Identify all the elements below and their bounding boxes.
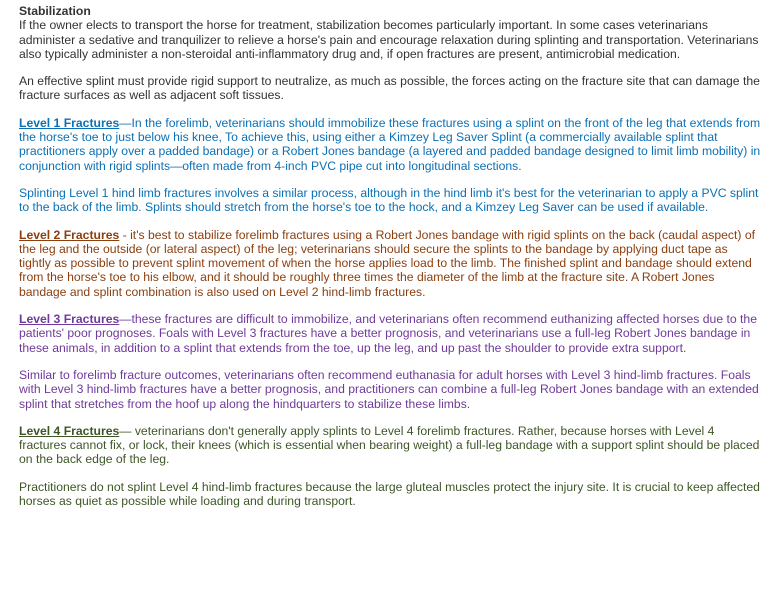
level1-forelimb-paragraph bbox=[19, 116, 761, 173]
level1-hindlimb-paragraph: Splinting Level 1 hind limb fractures involves a similar process, although in the hind limb it's best for the veterinarian to apply a PVC splint to the back of the limb. Splints should stretch from the horse's toe to the hock, and a Kimzey Leg Saver can be used if available. bbox=[19, 185, 759, 215]
level3-hindlimb-paragraph: Similar to forelimb fracture outcomes, veterinarians often recommend euthanasia for adult horses with Level 3 hind-limb fractures. Foals with Level 3 hind-limb fractures have a better prognosis, and practitioners can combine a full-leg Robert Jones bandage with an extended splint that stretches from the hoof up along the hindquarters to stabilize these limbs. bbox=[19, 367, 759, 411]
level3-forelimb-paragraph bbox=[19, 312, 761, 355]
level2-label: Level 2 Fractures bbox=[19, 227, 120, 242]
level4-forelimb-text: — veterinarians don't generally apply splints to Level 4 forelimb fractures. Rather, because horses with Level 4 fractures cannot fix, or lock, their knees (which is essential when bearing weight) a full-leg bandage with a support splint should be placed on the back edge of the leg. bbox=[19, 423, 760, 467]
level4-label: Level 4 Fractures bbox=[19, 423, 120, 438]
level2-text: - it's best to stabilize forelimb fractures using a Robert Jones bandage with rigid splints on the back (caudal aspect) of the leg and the outside (or lateral aspect) of the leg; veterinarians should secure the splints to the bandage by applying duct tape as tightly as possible to prevent splint movement of when the horse applies load to the limb. The finished splint and bandage should extend from the horse's toe to his elbow, and it should be roughly three times the diameter of the limb at the fracture site. A Robert Jones bandage and splint combination is also used on Level 2 hind-limb fractures. bbox=[19, 227, 755, 299]
section-heading: Stabilization bbox=[19, 4, 91, 18]
level4-forelimb-paragraph bbox=[19, 424, 761, 467]
level3-label: Level 3 Fractures bbox=[19, 312, 120, 327]
level4-hindlimb-paragraph: Practitioners do not splint Level 4 hind-limb fractures because the large gluteal muscles protect the injury site. It is crucial to keep affected horses as quiet as possible while loading and during transport. bbox=[19, 479, 760, 509]
level1-label: Level 1 Fractures bbox=[19, 115, 120, 130]
intro-paragraph-2: An effective splint must provide rigid support to neutralize, as much as possible, the forces acting on the fracture site that can damage the fracture surfaces as well as adjacent soft tissues. bbox=[19, 74, 760, 103]
article bbox=[19, 4, 761, 521]
intro-paragraph-1: If the owner elects to transport the horse for treatment, stabilization becomes particularly important. In some cases veterinarians administer a sedative and tranquilizer to relieve a horse's pain and encourage relaxation during splinting and transportation. Veterinarians also typically administer a non-steroidal anti-inflammatory drug and, if open fractures are present, antimicrobial medication. bbox=[19, 18, 759, 61]
level1-forelimb-text: —In the forelimb, veterinarians should immobilize these fractures using a splint on the front of the leg that extends from the horse's toe to just below his knee, To achieve this, using either a Kimzey Leg Saver Splint (a commercially available splint that practitioners apply over a padded bandage) or a Robert Jones bandage (a layered and padded bandage designed to limit limb mobility) in conjunction with rigid splints—often made from 4-inch PVC pipe cut into longitudinal sections. bbox=[19, 115, 761, 173]
level3-forelimb-text: —these fractures are difficult to immobilize, and veterinarians often recommend euthanizing affected horses due to the patients' poor prognoses. Foals with Level 3 fractures have a better prognosis, and veterinarians use a full-leg Robert Jones bandage in these animals, in addition to a splint that extends from the toe, up the leg, and up past the shoulder to provide extra support. bbox=[19, 312, 757, 355]
level2-paragraph bbox=[19, 228, 761, 299]
